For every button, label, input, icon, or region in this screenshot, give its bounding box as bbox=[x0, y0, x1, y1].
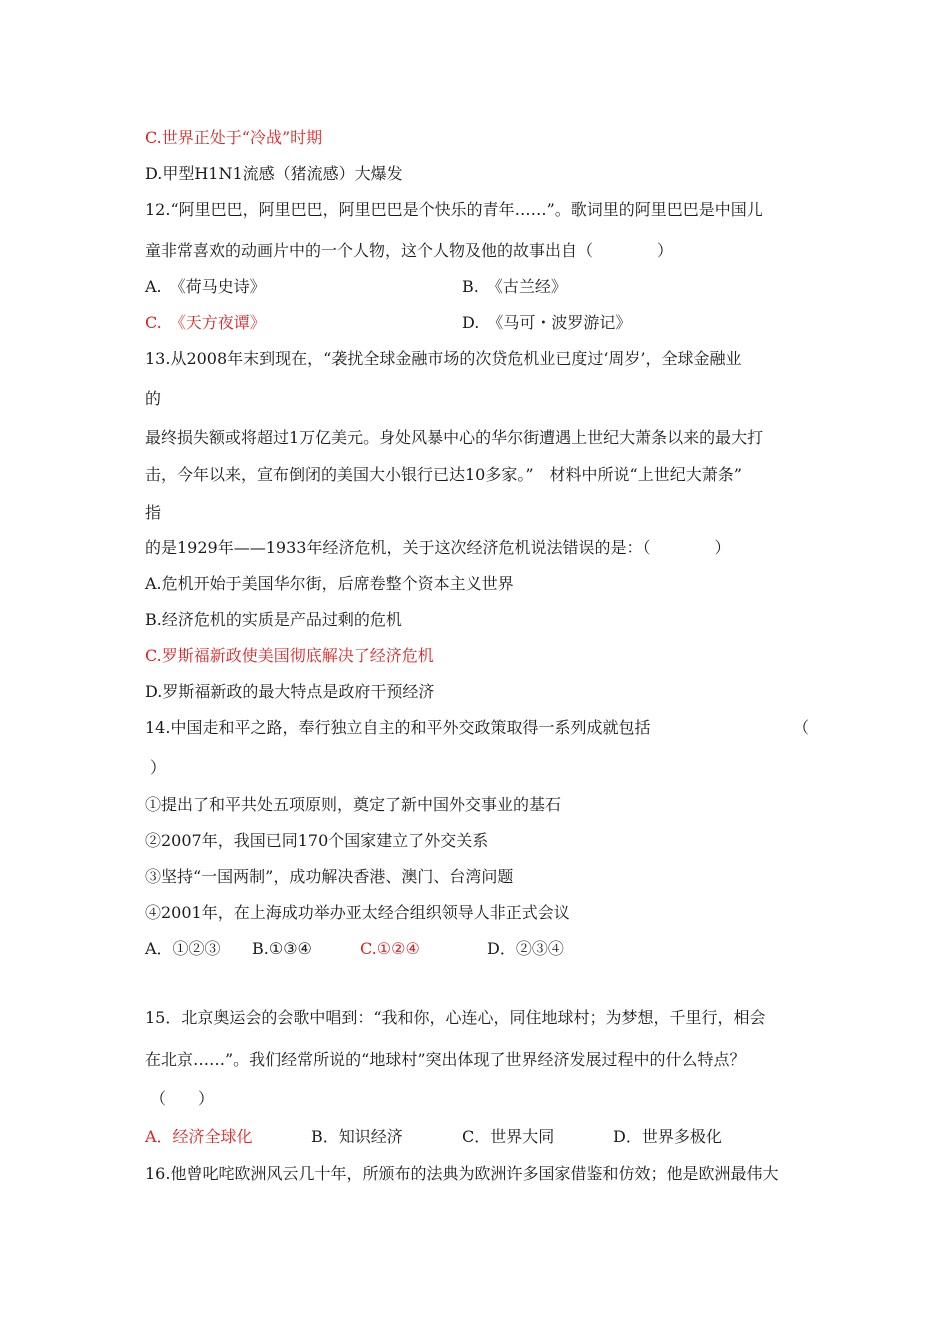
option-c-q15: C．世界大同 bbox=[462, 1127, 555, 1146]
question-15-bracket: （ ） bbox=[150, 1089, 215, 1108]
question-15-cont: 在北京……”。我们经常所说的“地球村”突出体现了世界经济发展过程中的什么特点？ bbox=[145, 1050, 746, 1069]
statement-1: ①提出了和平共处五项原则，奠定了新中国外交事业的基石 bbox=[145, 795, 562, 814]
option-a-q13: A.危机开始于美国华尔街，后席卷整个资本主义世界 bbox=[145, 574, 514, 593]
option-d-q12: D. 《马可・波罗游记》 bbox=[462, 313, 632, 332]
question-13: 13.从2008年末到现在，“袭扰全球金融市场的次贷危机业已度过‘周岁’，全球金融业 bbox=[145, 349, 742, 368]
question-16: 16.他曾叱咤欧洲风云几十年，所颁布的法典为欧洲许多国家借鉴和仿效；他是欧洲最伟大 bbox=[145, 1164, 779, 1183]
statement-3: ③坚持“一国两制”，成功解决香港、澳门、台湾问题 bbox=[145, 867, 514, 886]
question-13-cont4: 指 bbox=[145, 503, 162, 522]
question-15: 15．北京奥运会的会歌中唱到：“我和你，心连心，同住地球村；为梦想，千里行，相会 bbox=[145, 1008, 766, 1027]
statement-2: ②2007年，我国已同170个国家建立了外交关系 bbox=[145, 831, 489, 850]
option-a-q14: A．①②③ bbox=[145, 939, 221, 958]
question-13-cont5: 的是1929年——1933年经济危机，关于这次经济危机说法错误的是：（ ） bbox=[145, 538, 731, 557]
option-b-q13: B.经济危机的实质是产品过剩的危机 bbox=[145, 610, 402, 629]
option-c-q13: C.罗斯福新政使美国彻底解决了经济危机 bbox=[145, 646, 434, 665]
question-13-cont2: 最终损失额或将超过1万亿美元。身处风暴中心的华尔街遭遇上世纪大萧条以来的最大打 bbox=[145, 428, 764, 447]
question-14-bracket-open: （ bbox=[793, 718, 810, 737]
question-13-cont3: 击，今年以来，宣布倒闭的美国大小银行已达10多家。” 材料中所说“上世纪大萧条” bbox=[145, 465, 742, 484]
option-d-q15: D．世界多极化 bbox=[613, 1127, 722, 1146]
option-a-q12: A. 《荷马史诗》 bbox=[145, 277, 266, 296]
question-12-cont: 童非常喜欢的动画片中的一个人物，这个人物及他的故事出自（ ） bbox=[145, 241, 674, 260]
option-a-q15: A．经济全球化 bbox=[145, 1127, 253, 1146]
option-d-q11: D.甲型H1N1流感（猪流感）大爆发 bbox=[145, 164, 403, 183]
option-b-q12: B. 《古兰经》 bbox=[462, 277, 567, 296]
option-b-q15: B．知识经济 bbox=[311, 1127, 403, 1146]
question-14: 14.中国走和平之路，奉行独立自主的和平外交政策取得一系列成就包括 bbox=[145, 718, 651, 737]
question-13-cont1: 的 bbox=[145, 389, 162, 408]
option-d-q13: D.罗斯福新政的最大特点是政府干预经济 bbox=[145, 682, 435, 701]
statement-4: ④2001年，在上海成功举办亚太经合组织领导人非正式会议 bbox=[145, 903, 570, 922]
option-c-q11: C.世界正处于“冷战”时期 bbox=[145, 128, 323, 147]
option-d-q14: D．②③④ bbox=[487, 939, 564, 958]
option-b-q14: B.①③④ bbox=[252, 939, 312, 958]
question-12: 12.“阿里巴巴，阿里巴巴，阿里巴巴是个快乐的青年……”。歌词里的阿里巴巴是中国儿 bbox=[145, 200, 763, 219]
question-14-bracket-close: ） bbox=[150, 758, 167, 777]
option-c-q12: C. 《天方夜谭》 bbox=[145, 313, 266, 332]
option-c-q14: C.①②④ bbox=[360, 939, 420, 958]
